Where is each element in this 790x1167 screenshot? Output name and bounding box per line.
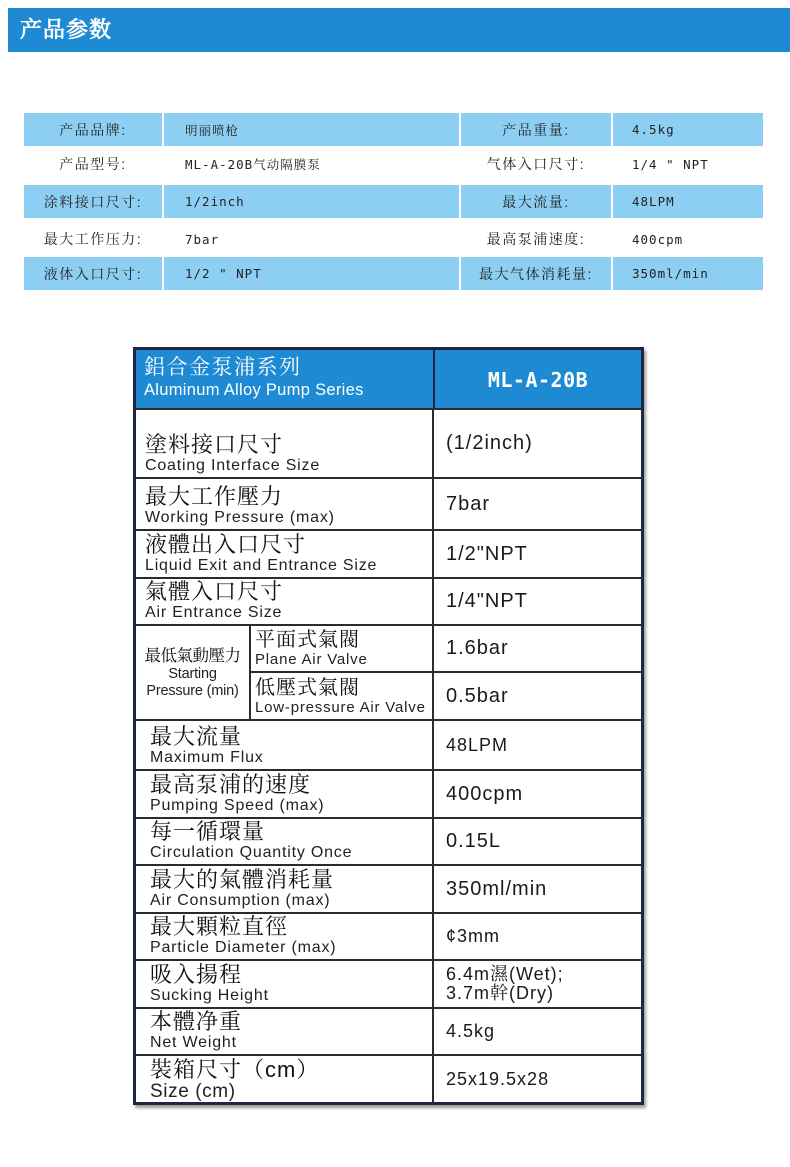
spec-label-en: Particle Diameter (max) [150,939,337,956]
spec-sublabel-cell [250,625,433,672]
spec-row-working-pressure [136,478,641,530]
spec-value: 350ml/min [433,865,641,913]
spec-label-cell [136,1008,433,1055]
spec-row-liquid-port [136,530,641,578]
param-label: 涂料接口尺寸: [24,185,162,218]
spec-label-cell [136,1055,433,1102]
spec-value: 1.6bar [433,625,641,672]
spec-row-air-consumption [136,865,641,913]
spec-label-en: Size (cm) [150,1081,236,1102]
spec-value: 0.15L [433,818,641,865]
section-title: 产品参数 [20,17,113,42]
spec-label-en: Air Entrance Size [145,604,283,621]
spec-value: 1/4"NPT [433,578,641,625]
spec-label-en: Pumping Speed (max) [150,797,325,814]
spec-label-cell [136,770,433,818]
spec-value-line-wet: 6.4m濕(Wet); [446,964,564,984]
spec-label-en: Coating Interface Size [145,457,321,474]
spec-label-cell [136,913,433,960]
spec-label-cell [136,530,433,578]
spec-label-zh: 最高泵浦的速度 [150,772,312,797]
spec-label-cell [136,410,433,478]
spec-label-zh: 塗料接口尺寸 [145,432,284,457]
spec-label-en: Working Pressure (max) [145,509,335,526]
spec-row-pumping-speed [136,770,641,818]
param-label: 液体入口尺寸: [24,257,162,290]
spec-label-zh: 最大流量 [150,724,243,749]
param-value: 7bar [185,231,220,247]
spec-label-cell [136,478,433,530]
spec-label-en: Sucking Height [150,987,269,1004]
spec-label-zh: 低壓式氣閥 [255,677,360,699]
spec-label-zh: 氣體入口尺寸 [145,579,284,604]
min-pressure-label-zh: 最低氣動壓力 [144,646,241,665]
param-value: 350ml/min [613,257,763,290]
param-label: 最大流量: [461,185,611,218]
series-title-en: Aluminum Alloy Pump Series [144,381,364,399]
spec-value: 7bar [433,478,641,530]
spec-label-en: Low-pressure Air Valve [255,699,426,716]
spec-row-package-size [136,1055,641,1102]
series-title-zh: 鋁合金泵浦系列 [144,356,302,379]
min-pressure-label-en-1: Starting [168,665,217,682]
spec-sublabel-cell [250,672,433,720]
model-number: ML-A-20B [487,368,589,392]
spec-card [133,347,644,1105]
spec-row-coating-interface [136,410,641,478]
param-label: 产品重量: [461,113,611,146]
spec-label-zh: 吸入揚程 [150,962,243,987]
spec-label-en: Liquid Exit and Entrance Size [145,557,378,574]
spec-label-en: Net Weight [150,1034,237,1051]
spec-row-particle-diameter [136,913,641,960]
spec-value: 1/2"NPT [433,530,641,578]
model-cell [433,350,641,408]
param-label: 最高泵浦速度: [486,231,586,247]
param-value: 明丽喷枪 [164,113,459,146]
param-label: 最大气体消耗量: [461,257,611,290]
param-value: ML-A-20B气动隔膜泵 [185,157,321,172]
param-value: 1/4 " NPT [632,156,709,172]
param-row-liquid-inlet [24,257,763,290]
spec-table [136,410,641,1102]
series-title [136,350,433,408]
param-label: 产品型号: [59,156,127,172]
spec-value: 0.5bar [433,672,641,720]
spec-value [433,960,641,1008]
param-label: 最大工作压力: [43,231,143,247]
spec-row-sucking-height [136,960,641,1008]
spec-label-zh: 平面式氣閥 [255,629,360,651]
spec-value: ¢3mm [433,913,641,960]
spec-label-en: Air Consumption (max) [150,892,331,909]
param-value: 1/2 " NPT [164,257,459,290]
spec-label-en: Circulation Quantity Once [150,844,353,861]
param-label: 产品品牌: [24,113,162,146]
spec-label-zh: 本體净重 [150,1009,243,1034]
param-value: 4.5kg [613,113,763,146]
spec-label-cell [136,960,433,1008]
param-value: 400cpm [632,231,684,247]
spec-card-header [136,350,641,410]
spec-value: (1/2inch) [433,410,641,478]
spec-label-zh: 最大工作壓力 [145,484,284,509]
spec-label-cell [136,578,433,625]
spec-value: 25x19.5x28 [433,1055,641,1102]
spec-label-zh: 每一循環量 [150,819,266,844]
min-pressure-label-en-2: Pressure (min) [146,682,239,699]
param-row-coating-size [24,185,763,218]
spec-label-zh: 液體出入口尺寸 [145,532,307,557]
spec-label-en: Maximum Flux [150,749,264,766]
section-header-bar [8,8,790,52]
param-value: 1/2inch [164,185,459,218]
param-value: 48LPM [613,185,763,218]
spec-value: 48LPM [433,720,641,770]
spec-label-en: Plane Air Valve [255,651,368,668]
param-row-brand [24,113,763,146]
spec-label-cell [136,865,433,913]
spec-label-zh: 最大的氣體消耗量 [150,867,335,892]
spec-label-cell [136,720,433,770]
spec-row-air-entrance [136,578,641,625]
spec-value: 4.5kg [433,1008,641,1055]
spec-row-max-flux [136,720,641,770]
spec-row-net-weight [136,1008,641,1055]
param-row-model [24,147,763,181]
param-label: 气体入口尺寸: [486,156,586,172]
spec-label-cell [136,818,433,865]
min-pressure-label [136,625,250,720]
spec-value: 400cpm [433,770,641,818]
spec-label-zh: 最大顆粒直徑 [150,914,289,939]
spec-row-circulation [136,818,641,865]
spec-value-line-dry: 3.7m幹(Dry) [446,983,554,1003]
param-row-pressure [24,222,763,256]
spec-label-zh: 裝箱尺寸（cm） [150,1057,320,1082]
spec-row-min-pressure-plane [136,625,641,672]
